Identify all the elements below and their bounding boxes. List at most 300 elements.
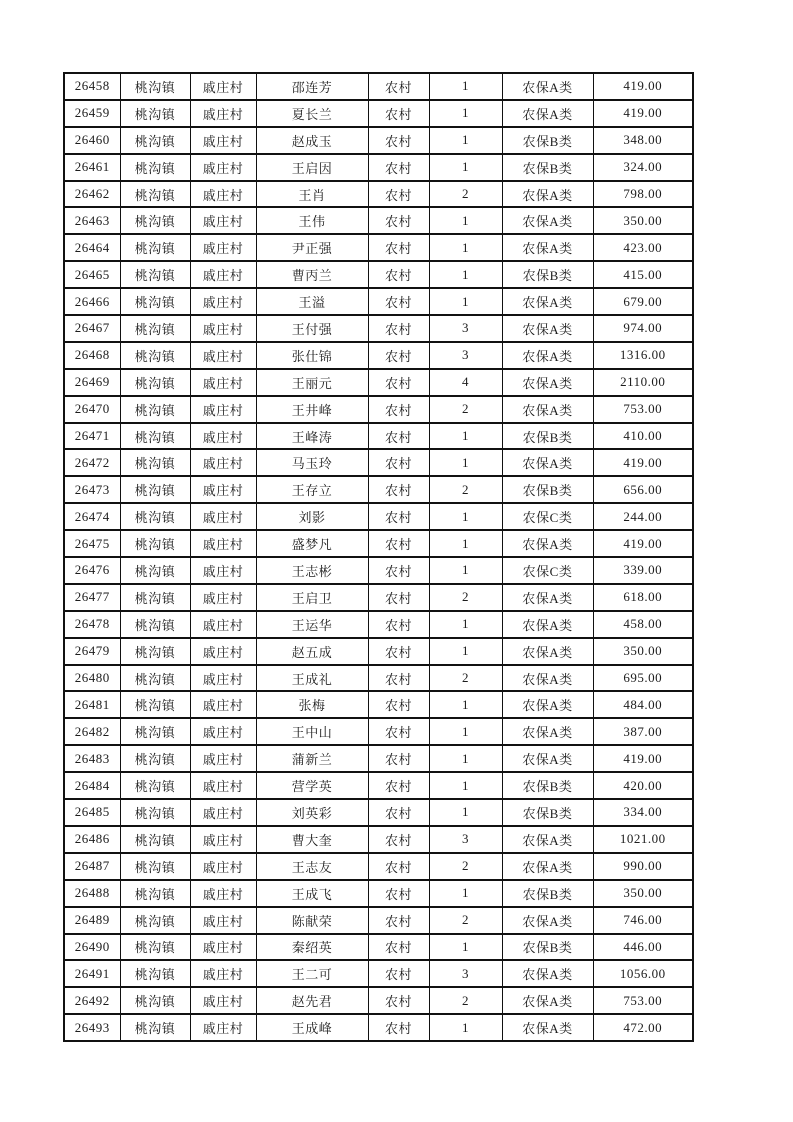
- table-row: [64, 315, 693, 342]
- cell-village: 戚庄村: [190, 288, 256, 315]
- cell-category: 农村: [368, 960, 429, 987]
- cell-insurance-type: 农保A类: [502, 907, 593, 934]
- cell-town: 桃沟镇: [120, 718, 190, 745]
- cell-name: 赵先君: [256, 987, 368, 1014]
- table-row: [64, 584, 693, 611]
- table-row: [64, 665, 693, 692]
- cell-name: 王存立: [256, 476, 368, 503]
- cell-village: 戚庄村: [190, 799, 256, 826]
- cell-category: 农村: [368, 1014, 429, 1041]
- cell-town: 桃沟镇: [120, 476, 190, 503]
- cell-name: 王志彬: [256, 557, 368, 584]
- cell-amount: 339.00: [593, 557, 693, 584]
- cell-town: 桃沟镇: [120, 261, 190, 288]
- cell-amount: 472.00: [593, 1014, 693, 1041]
- cell-village: 戚庄村: [190, 207, 256, 234]
- cell-amount: 656.00: [593, 476, 693, 503]
- cell-town: 桃沟镇: [120, 396, 190, 423]
- cell-name: 王二可: [256, 960, 368, 987]
- cell-amount: 1316.00: [593, 342, 693, 369]
- cell-insurance-type: 农保A类: [502, 342, 593, 369]
- cell-category: 农村: [368, 127, 429, 154]
- table-row: [64, 772, 693, 799]
- cell-amount: 415.00: [593, 261, 693, 288]
- cell-category: 农村: [368, 853, 429, 880]
- cell-town: 桃沟镇: [120, 154, 190, 181]
- cell-category: 农村: [368, 315, 429, 342]
- table-row: [64, 154, 693, 181]
- cell-name: 王成峰: [256, 1014, 368, 1041]
- cell-town: 桃沟镇: [120, 73, 190, 100]
- cell-village: 戚庄村: [190, 73, 256, 100]
- cell-count: 2: [429, 584, 502, 611]
- cell-id: 26471: [64, 423, 120, 450]
- table-row: [64, 638, 693, 665]
- cell-town: 桃沟镇: [120, 853, 190, 880]
- cell-amount: 387.00: [593, 718, 693, 745]
- cell-count: 1: [429, 127, 502, 154]
- cell-insurance-type: 农保A类: [502, 584, 593, 611]
- cell-insurance-type: 农保A类: [502, 449, 593, 476]
- cell-insurance-type: 农保A类: [502, 745, 593, 772]
- records-table-body: [64, 73, 693, 1041]
- table-row: [64, 826, 693, 853]
- cell-insurance-type: 农保A类: [502, 960, 593, 987]
- cell-count: 1: [429, 261, 502, 288]
- table-row: [64, 557, 693, 584]
- cell-village: 戚庄村: [190, 100, 256, 127]
- cell-village: 戚庄村: [190, 154, 256, 181]
- cell-insurance-type: 农保A类: [502, 853, 593, 880]
- cell-count: 1: [429, 73, 502, 100]
- table-row: [64, 100, 693, 127]
- cell-name: 营学英: [256, 772, 368, 799]
- cell-category: 农村: [368, 154, 429, 181]
- cell-insurance-type: 农保A类: [502, 369, 593, 396]
- cell-count: 2: [429, 665, 502, 692]
- cell-category: 农村: [368, 691, 429, 718]
- table-row: [64, 423, 693, 450]
- cell-count: 1: [429, 691, 502, 718]
- cell-village: 戚庄村: [190, 584, 256, 611]
- cell-town: 桃沟镇: [120, 584, 190, 611]
- cell-category: 农村: [368, 503, 429, 530]
- cell-name: 王肖: [256, 181, 368, 208]
- cell-town: 桃沟镇: [120, 181, 190, 208]
- cell-category: 农村: [368, 73, 429, 100]
- cell-village: 戚庄村: [190, 665, 256, 692]
- table-row: [64, 530, 693, 557]
- table-row: [64, 234, 693, 261]
- cell-count: 1: [429, 503, 502, 530]
- cell-name: 王伟: [256, 207, 368, 234]
- cell-village: 戚庄村: [190, 315, 256, 342]
- cell-count: 2: [429, 181, 502, 208]
- cell-category: 农村: [368, 261, 429, 288]
- cell-category: 农村: [368, 449, 429, 476]
- cell-village: 戚庄村: [190, 638, 256, 665]
- cell-count: 1: [429, 745, 502, 772]
- cell-name: 王溢: [256, 288, 368, 315]
- cell-id: 26458: [64, 73, 120, 100]
- cell-village: 戚庄村: [190, 127, 256, 154]
- cell-insurance-type: 农保A类: [502, 234, 593, 261]
- cell-amount: 753.00: [593, 987, 693, 1014]
- cell-village: 戚庄村: [190, 369, 256, 396]
- table-row: [64, 799, 693, 826]
- cell-category: 农村: [368, 718, 429, 745]
- cell-village: 戚庄村: [190, 718, 256, 745]
- cell-amount: 423.00: [593, 234, 693, 261]
- cell-count: 1: [429, 234, 502, 261]
- cell-category: 农村: [368, 557, 429, 584]
- cell-town: 桃沟镇: [120, 288, 190, 315]
- cell-insurance-type: 农保A类: [502, 73, 593, 100]
- cell-amount: 334.00: [593, 799, 693, 826]
- cell-insurance-type: 农保A类: [502, 396, 593, 423]
- cell-count: 3: [429, 960, 502, 987]
- cell-category: 农村: [368, 100, 429, 127]
- cell-village: 戚庄村: [190, 987, 256, 1014]
- table-row: [64, 611, 693, 638]
- cell-insurance-type: 农保B类: [502, 934, 593, 961]
- table-row: [64, 476, 693, 503]
- cell-name: 王志友: [256, 853, 368, 880]
- cell-category: 农村: [368, 584, 429, 611]
- cell-insurance-type: 农保A类: [502, 611, 593, 638]
- cell-count: 1: [429, 611, 502, 638]
- cell-category: 农村: [368, 234, 429, 261]
- cell-count: 1: [429, 288, 502, 315]
- cell-village: 戚庄村: [190, 880, 256, 907]
- cell-id: 26462: [64, 181, 120, 208]
- cell-village: 戚庄村: [190, 530, 256, 557]
- table-row: [64, 1014, 693, 1041]
- cell-insurance-type: 农保B类: [502, 772, 593, 799]
- cell-category: 农村: [368, 987, 429, 1014]
- table-row: [64, 207, 693, 234]
- cell-amount: 348.00: [593, 127, 693, 154]
- cell-id: 26470: [64, 396, 120, 423]
- cell-village: 戚庄村: [190, 396, 256, 423]
- cell-name: 王启因: [256, 154, 368, 181]
- cell-name: 张梅: [256, 691, 368, 718]
- cell-insurance-type: 农保B类: [502, 799, 593, 826]
- cell-village: 戚庄村: [190, 691, 256, 718]
- cell-name: 王井峰: [256, 396, 368, 423]
- cell-village: 戚庄村: [190, 557, 256, 584]
- cell-id: 26493: [64, 1014, 120, 1041]
- cell-count: 1: [429, 207, 502, 234]
- cell-category: 农村: [368, 826, 429, 853]
- cell-id: 26492: [64, 987, 120, 1014]
- cell-amount: 420.00: [593, 772, 693, 799]
- table-row: [64, 369, 693, 396]
- cell-id: 26472: [64, 449, 120, 476]
- cell-count: 1: [429, 718, 502, 745]
- table-row: [64, 396, 693, 423]
- cell-town: 桃沟镇: [120, 638, 190, 665]
- cell-insurance-type: 农保B类: [502, 423, 593, 450]
- cell-town: 桃沟镇: [120, 772, 190, 799]
- cell-count: 1: [429, 100, 502, 127]
- cell-count: 1: [429, 934, 502, 961]
- cell-name: 王峰涛: [256, 423, 368, 450]
- cell-village: 戚庄村: [190, 960, 256, 987]
- cell-category: 农村: [368, 638, 429, 665]
- cell-amount: 1056.00: [593, 960, 693, 987]
- cell-insurance-type: 农保A类: [502, 1014, 593, 1041]
- cell-village: 戚庄村: [190, 745, 256, 772]
- cell-category: 农村: [368, 665, 429, 692]
- cell-id: 26465: [64, 261, 120, 288]
- cell-id: 26466: [64, 288, 120, 315]
- cell-town: 桃沟镇: [120, 799, 190, 826]
- cell-id: 26489: [64, 907, 120, 934]
- cell-id: 26475: [64, 530, 120, 557]
- table-row: [64, 934, 693, 961]
- cell-id: 26480: [64, 665, 120, 692]
- cell-insurance-type: 农保A类: [502, 826, 593, 853]
- cell-name: 夏长兰: [256, 100, 368, 127]
- cell-id: 26487: [64, 853, 120, 880]
- cell-name: 曹丙兰: [256, 261, 368, 288]
- cell-category: 农村: [368, 369, 429, 396]
- cell-name: 刘英彩: [256, 799, 368, 826]
- cell-town: 桃沟镇: [120, 100, 190, 127]
- cell-count: 2: [429, 987, 502, 1014]
- cell-amount: 419.00: [593, 73, 693, 100]
- cell-id: 26467: [64, 315, 120, 342]
- cell-insurance-type: 农保C类: [502, 557, 593, 584]
- table-row: [64, 449, 693, 476]
- cell-name: 刘影: [256, 503, 368, 530]
- cell-id: 26481: [64, 691, 120, 718]
- cell-count: 3: [429, 826, 502, 853]
- cell-town: 桃沟镇: [120, 907, 190, 934]
- cell-town: 桃沟镇: [120, 557, 190, 584]
- table-row: [64, 342, 693, 369]
- cell-amount: 990.00: [593, 853, 693, 880]
- cell-amount: 484.00: [593, 691, 693, 718]
- cell-name: 马玉玲: [256, 449, 368, 476]
- table-row: [64, 960, 693, 987]
- cell-insurance-type: 农保A类: [502, 665, 593, 692]
- cell-id: 26463: [64, 207, 120, 234]
- cell-amount: 244.00: [593, 503, 693, 530]
- cell-insurance-type: 农保B类: [502, 127, 593, 154]
- cell-name: 王成飞: [256, 880, 368, 907]
- table-row: [64, 745, 693, 772]
- cell-town: 桃沟镇: [120, 960, 190, 987]
- cell-category: 农村: [368, 530, 429, 557]
- cell-amount: 974.00: [593, 315, 693, 342]
- cell-name: 秦绍英: [256, 934, 368, 961]
- cell-town: 桃沟镇: [120, 369, 190, 396]
- cell-town: 桃沟镇: [120, 934, 190, 961]
- cell-category: 农村: [368, 880, 429, 907]
- cell-name: 盛梦凡: [256, 530, 368, 557]
- cell-insurance-type: 农保B类: [502, 880, 593, 907]
- cell-name: 尹正强: [256, 234, 368, 261]
- cell-town: 桃沟镇: [120, 987, 190, 1014]
- cell-id: 26479: [64, 638, 120, 665]
- cell-town: 桃沟镇: [120, 826, 190, 853]
- cell-amount: 324.00: [593, 154, 693, 181]
- cell-insurance-type: 农保B类: [502, 476, 593, 503]
- cell-amount: 350.00: [593, 638, 693, 665]
- cell-insurance-type: 农保A类: [502, 207, 593, 234]
- cell-insurance-type: 农保C类: [502, 503, 593, 530]
- cell-id: 26491: [64, 960, 120, 987]
- cell-town: 桃沟镇: [120, 127, 190, 154]
- cell-id: 26459: [64, 100, 120, 127]
- cell-amount: 798.00: [593, 181, 693, 208]
- cell-name: 张仕锦: [256, 342, 368, 369]
- cell-village: 戚庄村: [190, 234, 256, 261]
- cell-town: 桃沟镇: [120, 745, 190, 772]
- cell-category: 农村: [368, 342, 429, 369]
- cell-amount: 419.00: [593, 530, 693, 557]
- table-row: [64, 73, 693, 100]
- cell-id: 26486: [64, 826, 120, 853]
- cell-village: 戚庄村: [190, 449, 256, 476]
- cell-name: 邵连芳: [256, 73, 368, 100]
- cell-id: 26464: [64, 234, 120, 261]
- cell-count: 1: [429, 530, 502, 557]
- cell-id: 26468: [64, 342, 120, 369]
- cell-name: 陈献荣: [256, 907, 368, 934]
- cell-count: 1: [429, 557, 502, 584]
- cell-insurance-type: 农保A类: [502, 315, 593, 342]
- cell-category: 农村: [368, 396, 429, 423]
- cell-category: 农村: [368, 745, 429, 772]
- cell-id: 26488: [64, 880, 120, 907]
- cell-amount: 753.00: [593, 396, 693, 423]
- cell-category: 农村: [368, 476, 429, 503]
- table-row: [64, 181, 693, 208]
- cell-count: 1: [429, 449, 502, 476]
- cell-count: 1: [429, 799, 502, 826]
- records-table: [63, 72, 694, 1042]
- cell-name: 赵成玉: [256, 127, 368, 154]
- cell-id: 26483: [64, 745, 120, 772]
- cell-village: 戚庄村: [190, 826, 256, 853]
- cell-count: 3: [429, 342, 502, 369]
- cell-amount: 2110.00: [593, 369, 693, 396]
- cell-town: 桃沟镇: [120, 665, 190, 692]
- cell-count: 4: [429, 369, 502, 396]
- cell-village: 戚庄村: [190, 772, 256, 799]
- cell-id: 26478: [64, 611, 120, 638]
- table-row: [64, 691, 693, 718]
- cell-village: 戚庄村: [190, 934, 256, 961]
- table-row: [64, 853, 693, 880]
- cell-id: 26484: [64, 772, 120, 799]
- cell-town: 桃沟镇: [120, 503, 190, 530]
- cell-amount: 618.00: [593, 584, 693, 611]
- cell-id: 26490: [64, 934, 120, 961]
- cell-count: 1: [429, 638, 502, 665]
- table-row: [64, 880, 693, 907]
- cell-category: 农村: [368, 611, 429, 638]
- cell-amount: 419.00: [593, 100, 693, 127]
- cell-amount: 350.00: [593, 880, 693, 907]
- cell-count: 2: [429, 907, 502, 934]
- cell-count: 1: [429, 880, 502, 907]
- table-row: [64, 718, 693, 745]
- cell-count: 2: [429, 396, 502, 423]
- cell-amount: 679.00: [593, 288, 693, 315]
- cell-town: 桃沟镇: [120, 691, 190, 718]
- cell-amount: 695.00: [593, 665, 693, 692]
- cell-count: 1: [429, 1014, 502, 1041]
- cell-name: 蒲新兰: [256, 745, 368, 772]
- cell-category: 农村: [368, 423, 429, 450]
- cell-town: 桃沟镇: [120, 207, 190, 234]
- cell-town: 桃沟镇: [120, 423, 190, 450]
- cell-insurance-type: 农保A类: [502, 100, 593, 127]
- cell-id: 26485: [64, 799, 120, 826]
- cell-insurance-type: 农保A类: [502, 987, 593, 1014]
- cell-id: 26461: [64, 154, 120, 181]
- cell-id: 26469: [64, 369, 120, 396]
- cell-village: 戚庄村: [190, 1014, 256, 1041]
- cell-id: 26477: [64, 584, 120, 611]
- cell-count: 1: [429, 154, 502, 181]
- cell-id: 26482: [64, 718, 120, 745]
- cell-village: 戚庄村: [190, 476, 256, 503]
- cell-name: 王启卫: [256, 584, 368, 611]
- cell-village: 戚庄村: [190, 853, 256, 880]
- cell-town: 桃沟镇: [120, 1014, 190, 1041]
- cell-insurance-type: 农保B类: [502, 154, 593, 181]
- cell-town: 桃沟镇: [120, 315, 190, 342]
- cell-town: 桃沟镇: [120, 449, 190, 476]
- cell-town: 桃沟镇: [120, 342, 190, 369]
- cell-amount: 419.00: [593, 449, 693, 476]
- cell-village: 戚庄村: [190, 423, 256, 450]
- cell-amount: 419.00: [593, 745, 693, 772]
- cell-name: 赵五成: [256, 638, 368, 665]
- cell-name: 王中山: [256, 718, 368, 745]
- cell-category: 农村: [368, 934, 429, 961]
- cell-category: 农村: [368, 799, 429, 826]
- records-table-container: [63, 72, 694, 1042]
- cell-insurance-type: 农保A类: [502, 530, 593, 557]
- table-row: [64, 127, 693, 154]
- cell-name: 王成礼: [256, 665, 368, 692]
- cell-id: 26473: [64, 476, 120, 503]
- cell-name: 王丽元: [256, 369, 368, 396]
- cell-id: 26476: [64, 557, 120, 584]
- cell-category: 农村: [368, 181, 429, 208]
- cell-amount: 1021.00: [593, 826, 693, 853]
- table-row: [64, 987, 693, 1014]
- cell-village: 戚庄村: [190, 342, 256, 369]
- cell-insurance-type: 农保B类: [502, 261, 593, 288]
- cell-amount: 410.00: [593, 423, 693, 450]
- cell-village: 戚庄村: [190, 611, 256, 638]
- cell-insurance-type: 农保A类: [502, 718, 593, 745]
- cell-village: 戚庄村: [190, 261, 256, 288]
- cell-amount: 746.00: [593, 907, 693, 934]
- cell-id: 26474: [64, 503, 120, 530]
- cell-category: 农村: [368, 907, 429, 934]
- cell-amount: 458.00: [593, 611, 693, 638]
- cell-town: 桃沟镇: [120, 530, 190, 557]
- cell-town: 桃沟镇: [120, 880, 190, 907]
